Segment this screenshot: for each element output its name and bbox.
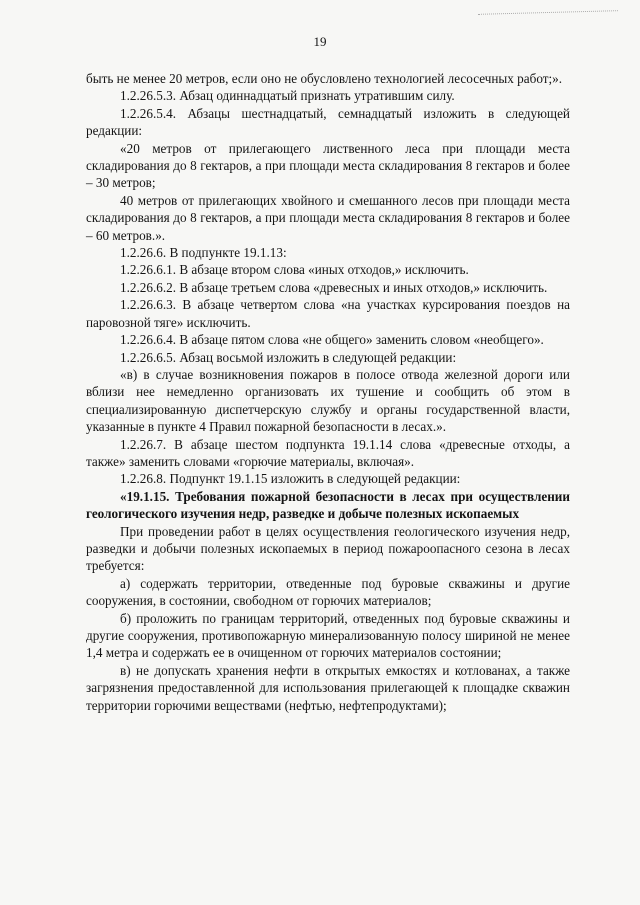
paragraph-7: 1.2.26.6.1. В абзаце втором слова «иных отходов,» исключить.: [120, 262, 469, 278]
paragraph-5: 40 метров от прилегающих хвойного и смешанного лесов при площади места складирования до 8 гектаров, а при площади места складирования 8 гектаров и более – 60 метров.».: [86, 192, 570, 243]
list-item-b: б) проложить по границам территорий, отведенных под буровые скважины и другие сооружения, противопожарную минерализованную полосу шириной не менее 1,4 метра и содержать ее в очищенном от горючих материалов состоянии;: [86, 610, 570, 661]
paragraph-12: «в) в случае возникновения пожаров в полосе отвода железной дороги или вблизи нее немедленно организовать их тушение и сообщить об этом в специализированную диспетчерскую службу и органы государственной власти, указанные в пункте 4 Правил пожарной безопасности в лесах.».: [86, 366, 570, 435]
paragraph-9: 1.2.26.6.3. В абзаце четвертом слова «на участках курсирования поездов на паровозной тяге» исключить.: [86, 297, 570, 330]
paragraph-1: быть не менее 20 метров, если оно не обусловлено технологией лесосечных работ;».: [86, 71, 563, 86]
scan-artifact: [478, 10, 618, 19]
paragraph-14: 1.2.26.8. Подпункт 19.1.15 изложить в следующей редакции:: [120, 471, 461, 487]
paragraph-8: 1.2.26.6.2. В абзаце третьем слова «древесных и иных отходов,» исключить.: [120, 279, 548, 295]
page-number: 19: [313, 34, 327, 49]
paragraph-13: 1.2.26.7. В абзаце шестом подпункта 19.1.14 слова «древесные отходы, а также» заменить словами «горючие материалы, включая».: [86, 436, 570, 469]
paragraph-4: «20 метров от прилегающего лиственного леса при площади места складирования до 8 гектаров, а при площади места складирования 8 гектаров и более – 30 метров;: [86, 140, 570, 191]
paragraph-6: 1.2.26.6. В подпункте 19.1.13:: [120, 245, 287, 261]
section-heading: «19.1.15. Требования пожарной безопасности в лесах при осуществлении геологического изучения недр, разведке и добыче полезных ископаемых: [86, 488, 570, 522]
paragraph-3: 1.2.26.5.4. Абзацы шестнадцатый, семнадцатый изложить в следующей редакции:: [86, 105, 570, 139]
list-item-a: а) содержать территории, отведенные под буровые скважины и другие сооружения, в состоянии, свободном от горючих материалов;: [86, 575, 570, 609]
paragraph-2: 1.2.26.5.3. Абзац одиннадцатый признать утратившим силу.: [120, 88, 455, 104]
document-body: [86, 70, 570, 714]
paragraph-10: 1.2.26.6.4. В абзаце пятом слова «не общего» заменить словом «необщего».: [120, 332, 544, 348]
list-item-v: в) не допускать хранения нефти в открытых емкостях и котлованах, а также загрязнения предоставленной для использования прилегающей к площадке скважин территории горючими веществами (нефтью, нефтепродуктами);: [86, 662, 570, 713]
paragraph-11: 1.2.26.6.5. Абзац восьмой изложить в следующей редакции:: [120, 349, 457, 365]
paragraph-16: При проведении работ в целях осуществления геологического изучения недр, разведки и добычи полезных ископаемых в период пожароопасного сезона в лесах требуется:: [86, 523, 570, 574]
